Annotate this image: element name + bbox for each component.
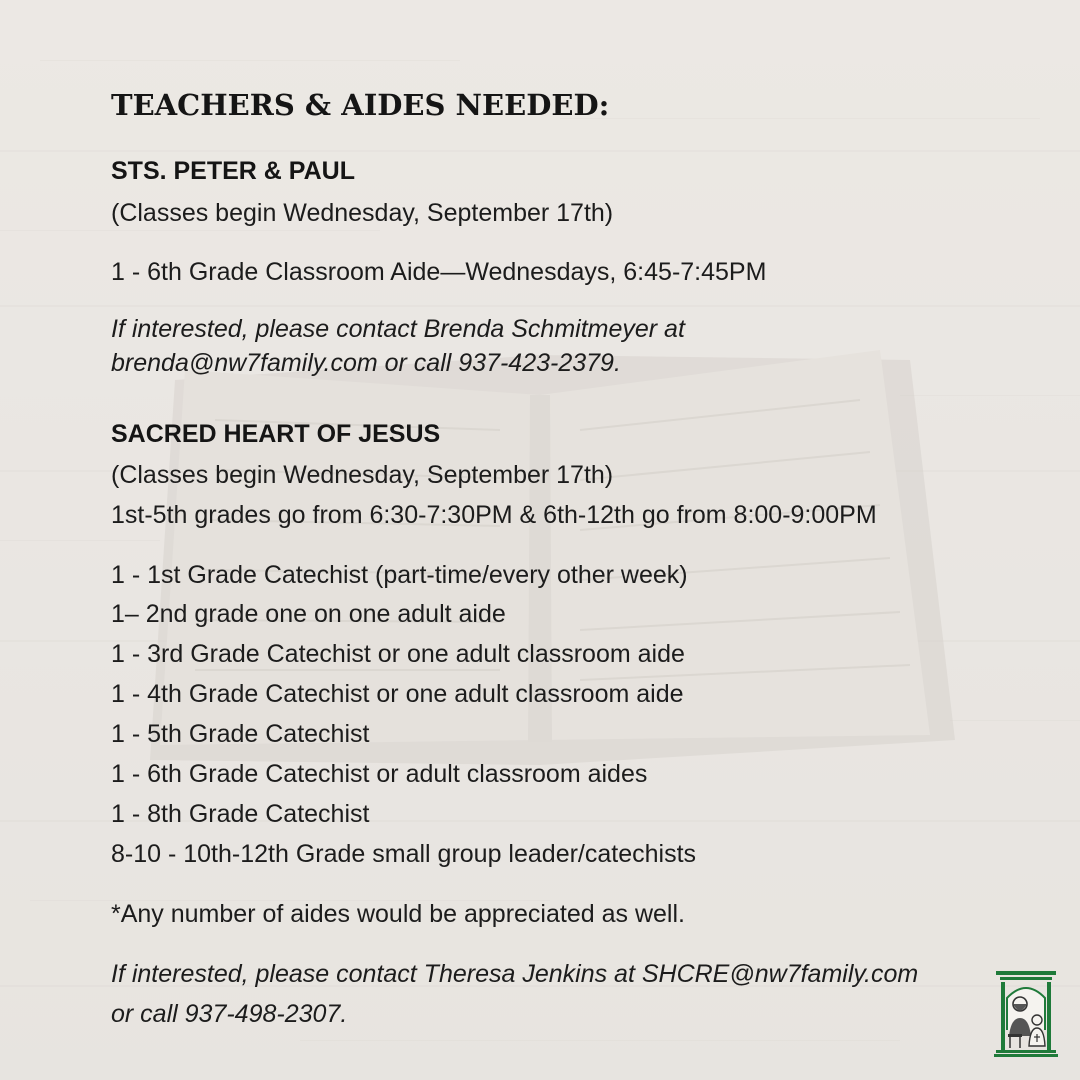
position-item: 8-10 - 10th-12th Grade small group leader/catechists [111,840,697,868]
section-heading-sts-peter-paul: STS. PETER & PAUL [111,157,356,185]
position-item: 1 - 5th Grade Catechist [111,720,370,748]
section1-contact-line-2: brenda@nw7family.com or call 937-423-2379. [111,349,621,377]
position-item: 1 - 3rd Grade Catechist or one adult classroom aide [111,640,685,668]
parish-family-logo-icon [994,968,1058,1058]
position-item: 1 - 4th Grade Catechist or one adult classroom aide [111,680,684,708]
position-item: 1 - 8th Grade Catechist [111,800,370,828]
section2-contact-line-1: If interested, please contact Theresa Jenkins at SHCRE@nw7family.com [111,960,919,988]
section1-contact-line-1: If interested, please contact Brenda Schmitmeyer at [111,315,685,343]
section2-contact-line-2: or call 937-498-2307. [111,1000,348,1028]
position-item: 1 - 6th Grade Catechist or adult classroom aides [111,760,648,788]
section2-schedule: 1st-5th grades go from 6:30-7:30PM & 6th-12th go from 8:00-9:00PM [111,501,877,529]
page-title: TEACHERS & AIDES NEEDED: [111,88,610,122]
section2-start-date: (Classes begin Wednesday, September 17th) [111,461,614,489]
aides-note: *Any number of aides would be appreciated as well. [111,900,685,928]
section-heading-sacred-heart: SACRED HEART OF JESUS [111,420,441,448]
section1-start-date: (Classes begin Wednesday, September 17th) [111,199,614,227]
position-item: 1 - 1st Grade Catechist (part-time/every other week) [111,561,688,589]
position-item: 1– 2nd grade one on one adult aide [111,600,506,628]
section1-position: 1 - 6th Grade Classroom Aide—Wednesdays, 6:45-7:45PM [111,258,767,286]
